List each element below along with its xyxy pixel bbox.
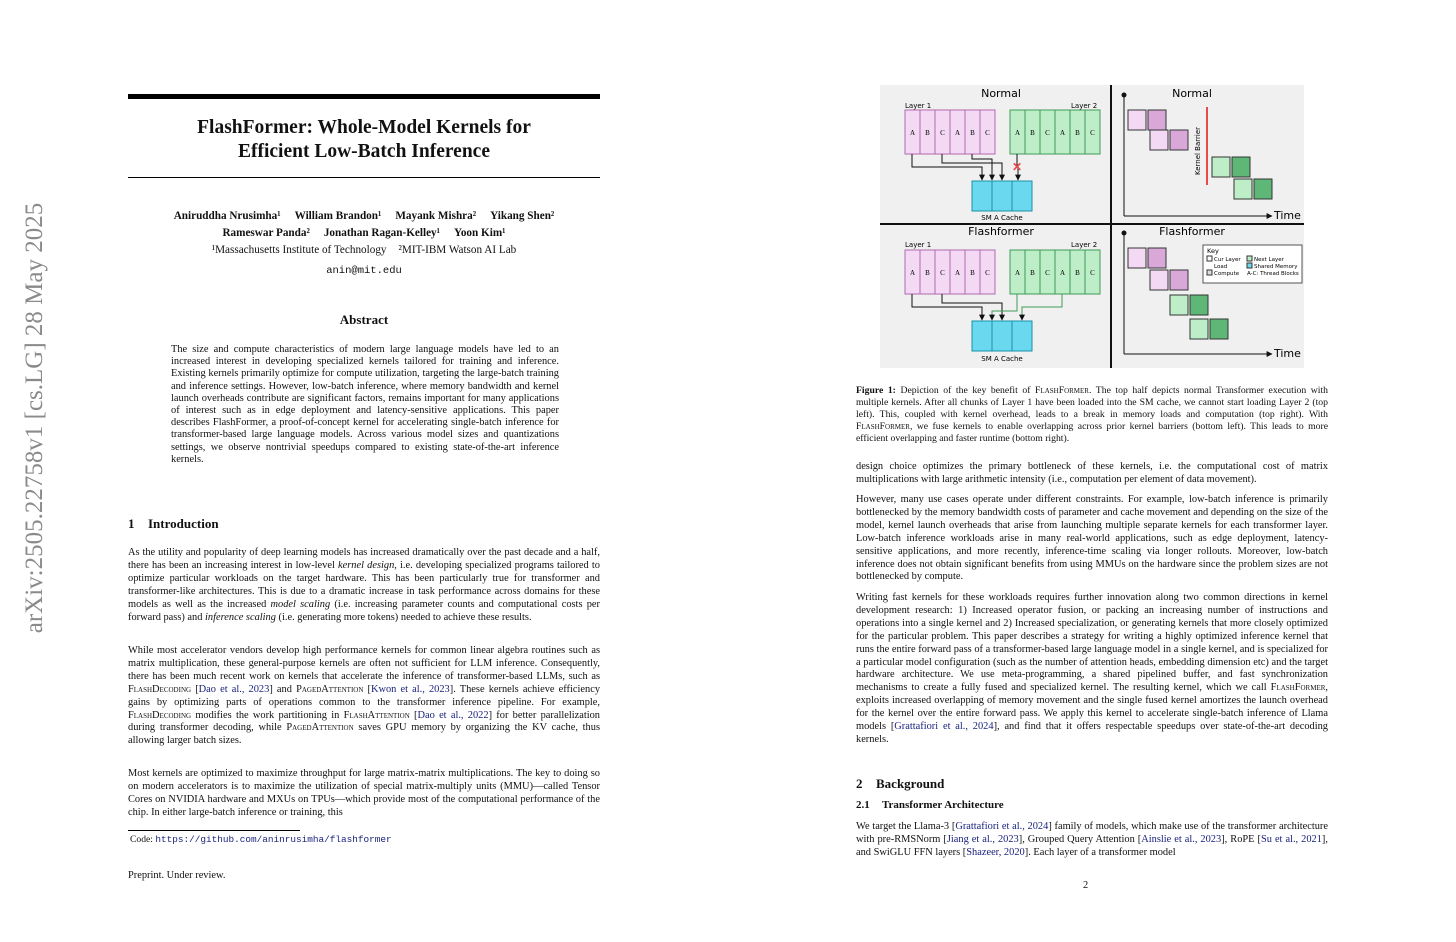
svg-text:A: A <box>954 129 961 137</box>
abstract-text: The size and compute characteristics of modern large language models have led to an increased interest in developing specialized kernels tailored for training and inference. Existing kernels primarily optimize for compute utilization, targeting the large-batch training and inference settings. However, low-batch inference, where memory bandwidth and kernel launch overheads contribute are significant factors, remains important for many applications of interest such as in edge deployment and latency-sensitive applications. This paper describes FlashFormer, a proof-of-concept kernel for accelerating single-batch inference for transformer-based large language models. Across various model sizes and quantizations settings, we observe nontrivial speedups compared to existing state-of-the-art inference kernels. <box>171 344 559 465</box>
author: William Brandon¹ <box>294 210 382 222</box>
citation-link[interactable]: Ainslie et al., 2023 <box>1141 833 1222 845</box>
svg-text:SM A Cache: SM A Cache <box>981 214 1023 222</box>
page-2 <box>728 0 1456 942</box>
svg-text:B: B <box>1030 129 1035 137</box>
citation-link[interactable]: Kwon et al., 2023 <box>370 683 450 695</box>
citation-link[interactable]: Dao et al., 2022 <box>417 709 489 721</box>
section-heading-introduction: 1 Introduction <box>128 516 219 531</box>
page2-paragraph-3: Writing fast kernels for these workloads requires further innovation along two common directions in kernel development research: 1) Increased operator fusion, or packing an increasing number of instructions and operations into a single kernel and 2) Increased specialization, or generating kernels that more closely optimized for the particular problem. This paper describes a strategy for writing a highly optimized inference kernel that runs the entire forward pass of a transformer-based large language model in a single kernel, and is specialized for a particular model configuration (such as the number of attention heads, embedding dimension etc) and the target hardware architecture. We use meta-programming, a shared pipelined buffer, and fast synchronization mechanisms to create a fully fused and specialized kernel. The resulting kernel, which we call FlashFormer, exploits increased overlapping of memory movement and the single fused kernel amortizes the launch overhead for the kernel over the entire forward pass. We apply this kernel to accelerate single-batch inference of Llama models [Grattafiori et al., 2024], and find that it offers respectable speedups over state-of-the-art decoding kernels. <box>856 592 1328 745</box>
intro-paragraph-1: As the utility and popularity of deep learning models has increased dramatically over the past decade and a half, there has been an increasing interest in low-level kernel design, i.e. developing specialized programs tailored to optimize particular workloads on the target hardware. This has been particularly true for transformer and transformer-like architectures. This is due to a dramatic increase in task performance across domains for these models as well as the increased model scaling (i.e. increasing parameter counts and computational costs per forward pass) and inference scaling (i.e. generating more tokens) needed to achieve these results. <box>128 547 600 623</box>
svg-text:A: A <box>1014 269 1021 277</box>
intro-paragraph-2: While most accelerator vendors develop high performance kernels for common linear algebra routines such as matrix multiplication, these general-purpose kernels are often not sufficient for LLM inference. Consequently, there has been much recent work on kernels that accelerate the inference of transformer-based LLMs, such as FlashDecoding [Dao et al., 2023] and PagedAttention [Kwon et al., 2023]. These kernels achieve efficiency gains by optimizing parts of operations common to the transformer inference pipeline. For example, FlashDecoding modifies the work partitioning in FlashAttention [Dao et al., 2022] for better parallelization during transformer decoding, while PagedAttention saves GPU memory by organizing the KV cache, thus allowing larger batch sizes. <box>128 645 601 747</box>
layer-2-blocks-bottom <box>1010 241 1100 294</box>
svg-text:Kernel Barrier: Kernel Barrier <box>1194 126 1202 176</box>
sm-cache-top <box>972 181 1032 222</box>
svg-text:B: B <box>925 129 930 137</box>
svg-text:C: C <box>1045 129 1050 137</box>
svg-text:Cur Layer: Cur Layer <box>1214 257 1241 263</box>
arxiv-id: arXiv:2505.22758v1 [cs.LG] 28 May 2025 <box>21 202 48 634</box>
panel-title-normal-right: Normal <box>1172 87 1212 100</box>
svg-text:Layer 1: Layer 1 <box>905 241 932 249</box>
footnote-code: Code: https://github.com/aninrusimha/flashformer <box>130 834 392 845</box>
affiliation: ²MIT-IBM Watson AI Lab <box>398 244 517 256</box>
page2-paragraph-2: However, many use cases operate under different constraints. For example, low-batch inference is primarily bottlenecked by the memory bandwidth costs of parameter and cache movement and depending on the size of the model, kernel launch overheads that arise from launching multiple separate kernels for each transformer layer. Low-batch inference workloads arise in many real-world applications, such as edge deployment, latency-sensitive applications, and more recently, inference-time scaling via longer rollouts. Moreover, low-batch inference does not obtain significant benefits from using MMUs on the hardware since the problem sizes are not bottlenecked by compute. <box>856 494 1328 583</box>
contact-email[interactable]: anin@mit.edu <box>326 265 402 277</box>
author: Jonathan Ragan-Kelley¹ <box>323 227 440 239</box>
svg-text:C: C <box>985 129 990 137</box>
svg-text:B: B <box>1075 129 1080 137</box>
svg-text:Shared Memory: Shared Memory <box>1254 264 1298 270</box>
author: Rameswar Panda² <box>222 227 310 239</box>
title-top-rule <box>128 94 600 99</box>
svg-text:A: A <box>1059 269 1066 277</box>
footnote-rule <box>128 830 300 831</box>
layer-1-blocks-top <box>905 102 995 154</box>
svg-text:C: C <box>1045 269 1050 277</box>
citation-link[interactable]: Shazeer, 2020 <box>966 846 1025 858</box>
svg-text:Load: Load <box>1214 264 1228 270</box>
svg-text:A-C: Thread Blocks: A-C: Thread Blocks <box>1247 271 1299 277</box>
citation-link[interactable]: Grattafiori et al., 2024 <box>894 721 994 733</box>
layer-1-blocks-bottom <box>905 241 995 294</box>
page2-paragraph-4: We target the Llama-3 [Grattafiori et al., 2024] family of models, which make use of the transformer architecture with pre-RMSNorm [Jiang et al., 2023], Grouped Query Attention [Ainslie et al., 2023], RoPE [Su et al., 2021], and SwiGLU FFN layers [Shazeer, 2020]. Each layer of a transformer model <box>856 821 1328 858</box>
svg-text:Layer 2: Layer 2 <box>1071 102 1098 110</box>
figure-key-legend <box>1203 245 1302 283</box>
code-link[interactable]: https://github.com/aninrusimha/flashformer <box>155 834 392 845</box>
svg-text:Key: Key <box>1207 247 1219 255</box>
preprint-note: Preprint. Under review. <box>128 870 226 881</box>
svg-text:C: C <box>940 129 945 137</box>
author: Mayank Mishra² <box>395 210 477 222</box>
title-bottom-rule <box>128 177 600 178</box>
svg-text:A: A <box>954 269 961 277</box>
svg-text:C: C <box>1090 269 1095 277</box>
author: Aniruddha Nrusimha¹ <box>173 210 281 222</box>
arxiv-sidebar-stamp <box>12 158 58 678</box>
svg-text:B: B <box>970 269 975 277</box>
panel-title-flashformer-right: Flashformer <box>1159 225 1225 238</box>
citation-link[interactable]: Jiang et al., 2023 <box>946 833 1019 845</box>
affiliation: ¹Massachusetts Institute of Technology <box>211 244 387 256</box>
authors-row-1 <box>128 209 600 224</box>
citation-link[interactable]: Su et al., 2021 <box>1260 833 1322 845</box>
svg-text:B: B <box>970 129 975 137</box>
svg-text:A: A <box>909 269 916 277</box>
svg-text:B: B <box>1075 269 1080 277</box>
paper-title: FlashFormer: Whole-Model Kernels for Efficient Low-Batch Inference <box>197 117 531 162</box>
svg-text:Compute: Compute <box>1214 271 1240 277</box>
svg-text:Layer 1: Layer 1 <box>905 102 932 110</box>
sm-cache-bottom <box>972 321 1032 363</box>
figure-1-diagram <box>880 85 1304 368</box>
time-axis-label: Time <box>1274 347 1301 360</box>
svg-text:C: C <box>985 269 990 277</box>
panel-title-flashformer-left: Flashformer <box>968 225 1034 238</box>
intro-paragraph-3: Most kernels are optimized to maximize throughput for large matrix-matrix multiplications. The key to doing so on modern accelerators is to maximize the utilization of special matrix-multiply units (MMU)—called Tensor Cores on NVIDIA hardware and MXUs on TPUs—which provide most of the computational performance of the chip. In either large-batch inference or training, this <box>128 768 600 818</box>
svg-text:A: A <box>1059 129 1066 137</box>
citation-link[interactable]: Dao et al., 2023 <box>198 683 270 695</box>
time-axis-label: Time <box>1274 209 1301 222</box>
svg-text:A: A <box>909 129 916 137</box>
citation-link[interactable]: Grattafiori et al., 2024 <box>955 821 1049 832</box>
page2-paragraph-1: design choice optimizes the primary bottleneck of these kernels, i.e. the computational cost of matrix multiplications with large arithmetic intensity (i.e., computation per element of data movement). <box>856 461 1328 485</box>
svg-text:C: C <box>1090 129 1095 137</box>
page-number: 2 <box>1083 880 1089 891</box>
svg-text:C: C <box>940 269 945 277</box>
svg-text:A: A <box>1014 129 1021 137</box>
svg-text:B: B <box>1030 269 1035 277</box>
abstract-heading: Abstract <box>339 312 389 327</box>
blocked-x-icon: ✕ <box>1011 160 1023 174</box>
svg-text:B: B <box>925 269 930 277</box>
svg-text:Layer 2: Layer 2 <box>1071 241 1098 249</box>
layer-2-blocks-top <box>1010 102 1100 154</box>
author: Yoon Kim¹ <box>454 227 506 239</box>
subsection-heading-transformer-architecture: 2.1 Transformer Architecture <box>856 799 1004 811</box>
panel-title-normal-left: Normal <box>981 87 1021 100</box>
svg-text:SM A Cache: SM A Cache <box>981 355 1023 363</box>
section-heading-background: 2 Background <box>856 776 945 791</box>
authors-row-2 <box>128 226 600 241</box>
author: Yikang Shen² <box>490 210 555 222</box>
figure-1 <box>880 85 1304 368</box>
figure-1-caption: Figure 1: Depiction of the key benefit of FlashFormer. The top half depicts normal Transformer execution with multiple kernels. After all chunks of Layer 1 have been loaded into the SM cache, we cannot start loading Layer 2 (top left). This, coupled with kernel overhead, leads to a break in memory loads and computation (top right). With FlashFormer, we fuse kernels to enable overlapping across prior kernel barriers (bottom left). This leads to more efficient overlapping and faster runtime (bottom right). <box>856 384 1329 444</box>
svg-text:Next Layer: Next Layer <box>1254 257 1284 263</box>
affiliations <box>128 244 600 256</box>
